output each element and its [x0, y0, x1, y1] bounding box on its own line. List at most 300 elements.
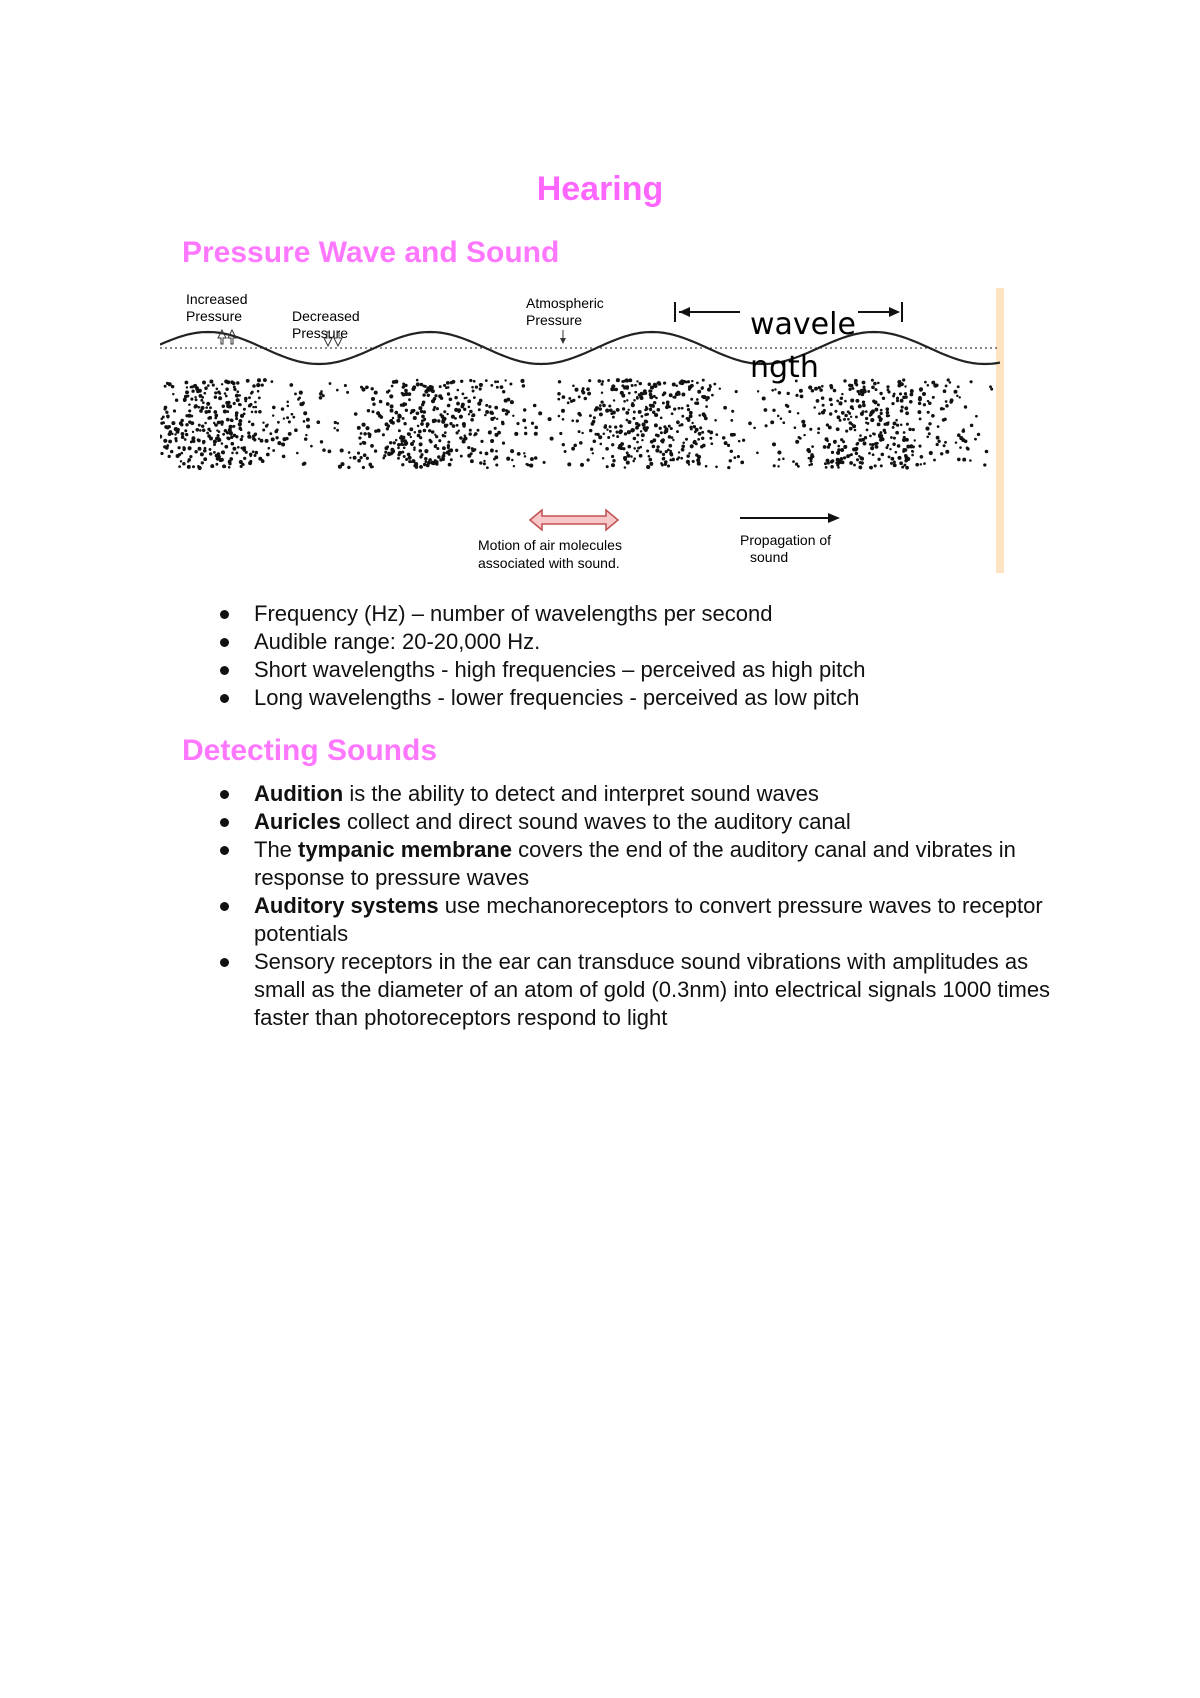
molecule-dot [653, 401, 656, 404]
molecule-dot [429, 458, 432, 461]
molecule-dot [244, 400, 247, 403]
molecule-dot [197, 406, 200, 409]
molecule-dot [224, 429, 228, 433]
molecule-dot [188, 403, 191, 406]
molecule-dot [486, 466, 489, 469]
molecule-dot [848, 388, 851, 391]
molecule-dot [822, 404, 825, 407]
molecule-dot [282, 455, 286, 459]
molecule-dot [912, 445, 915, 448]
molecule-dot [185, 381, 189, 385]
molecule-dot [859, 434, 862, 437]
molecule-dot [360, 386, 363, 389]
molecule-dot [622, 407, 625, 410]
molecule-dot [277, 441, 281, 445]
molecule-dot [398, 451, 402, 455]
molecule-dot [957, 433, 961, 437]
molecule-dot [416, 382, 420, 386]
molecule-dot [958, 396, 960, 398]
molecule-dot [947, 378, 950, 381]
molecule-dot [821, 410, 825, 414]
molecule-dot [949, 400, 952, 403]
molecule-dot [927, 411, 930, 414]
molecule-dot [288, 432, 292, 436]
molecule-dot [902, 448, 905, 451]
molecule-dot [226, 380, 230, 384]
molecule-dot [568, 397, 571, 400]
molecule-dot [612, 434, 615, 437]
molecule-dot [469, 429, 472, 432]
molecule-dot [529, 464, 533, 468]
molecule-dot [418, 430, 422, 434]
molecule-dot [850, 405, 854, 409]
molecule-dot [831, 451, 834, 454]
molecule-dot [220, 420, 224, 424]
molecule-dot [584, 397, 587, 400]
molecule-dot [447, 404, 451, 408]
molecule-dot [268, 447, 271, 450]
molecule-dot [660, 431, 663, 434]
molecule-dot [701, 395, 704, 398]
molecule-dot [756, 451, 759, 454]
molecule-dot [357, 459, 361, 463]
molecule-dot [641, 415, 644, 418]
molecule-dot [816, 399, 820, 403]
molecule-dot [160, 435, 162, 439]
molecule-dot [425, 460, 428, 463]
molecule-dot [827, 461, 830, 464]
molecule-dot [656, 445, 659, 448]
molecule-dot [272, 406, 276, 410]
molecule-dot [221, 450, 225, 454]
molecule-dot [210, 464, 214, 468]
molecule-dot [496, 418, 498, 420]
molecule-dot [398, 429, 401, 432]
molecule-dot [417, 425, 420, 428]
molecule-dot [723, 406, 727, 410]
molecule-dot [850, 416, 852, 418]
molecule-dot [882, 397, 885, 400]
molecule-dot [690, 444, 694, 448]
molecule-dot [871, 379, 874, 382]
molecule-dot [821, 385, 824, 388]
molecule-dot [853, 464, 856, 467]
molecule-dot [401, 463, 404, 466]
molecule-dot [349, 457, 351, 459]
molecule-dot [490, 439, 494, 443]
molecule-dot [818, 412, 821, 415]
molecule-dot [397, 457, 400, 460]
molecule-dot [502, 390, 505, 393]
molecule-dot [191, 436, 195, 440]
molecule-dot [243, 408, 246, 411]
molecule-dot [632, 460, 635, 463]
molecule-dot [160, 452, 163, 455]
molecule-dot [456, 402, 459, 405]
molecule-dot [419, 455, 422, 458]
molecule-dot [722, 436, 726, 440]
molecule-dot [304, 437, 308, 441]
molecule-dot [680, 423, 683, 426]
molecule-dot [384, 451, 387, 454]
molecule-dot [164, 385, 167, 388]
molecule-dot [656, 408, 660, 412]
molecule-dot [235, 417, 238, 420]
molecule-dot [404, 443, 407, 446]
molecule-dot [470, 459, 474, 463]
molecule-dot [444, 431, 447, 434]
molecule-dot [272, 438, 275, 441]
molecule-dot [906, 457, 910, 461]
molecule-dot [687, 380, 690, 383]
molecule-dot [340, 448, 344, 452]
molecule-dot [836, 427, 840, 431]
molecule-dot [626, 419, 629, 422]
molecule-dot [390, 420, 394, 424]
molecule-dot [697, 462, 701, 466]
molecule-dot [904, 392, 907, 395]
molecule-dot [863, 442, 867, 446]
molecule-dot [639, 454, 643, 458]
molecule-dot [479, 399, 483, 403]
molecule-dot [626, 461, 630, 465]
molecule-dot [640, 430, 642, 432]
molecule-dot [886, 388, 889, 391]
molecule-dot [534, 432, 538, 436]
molecule-dot [692, 460, 695, 463]
molecule-dot [621, 380, 624, 383]
molecule-dot [235, 435, 238, 438]
molecule-dot [669, 450, 672, 453]
molecule-dot [922, 392, 926, 396]
molecule-dot [195, 428, 199, 432]
molecule-dot [202, 429, 206, 433]
molecule-dot [328, 450, 332, 454]
molecule-dot [235, 411, 239, 415]
molecule-dot [204, 422, 207, 425]
molecule-dot [171, 421, 175, 425]
molecule-dot [567, 401, 570, 404]
molecule-dot [929, 451, 933, 455]
molecule-dot [272, 449, 275, 452]
molecule-dot [689, 411, 693, 415]
molecule-dot [422, 384, 425, 387]
molecule-dot [271, 380, 274, 383]
molecule-dot [272, 414, 274, 416]
list-item [208, 836, 1068, 892]
molecule-dot [883, 423, 886, 426]
molecule-dot [225, 395, 228, 398]
molecule-dot [239, 403, 242, 406]
molecule-dot [236, 381, 239, 384]
molecule-dot [238, 427, 242, 431]
list-item-text: use mechanoreceptors to convert pressure waves to receptor potentials [254, 893, 1043, 946]
molecule-dot [478, 408, 481, 411]
molecule-dot [524, 432, 527, 435]
molecule-dot [372, 410, 375, 413]
molecule-dot [830, 386, 833, 389]
molecule-dot [676, 384, 679, 387]
molecule-dot [626, 379, 629, 382]
molecule-dot [937, 440, 940, 443]
molecule-dot [966, 446, 969, 449]
molecule-dot [382, 457, 385, 460]
molecule-dot [632, 429, 635, 432]
molecule-dot [460, 380, 463, 383]
molecule-dot [522, 419, 526, 423]
list-item [208, 808, 1068, 836]
molecule-dot [449, 422, 452, 425]
molecule-dot [167, 416, 170, 419]
molecule-dot [455, 449, 458, 452]
molecule-dot [580, 463, 584, 467]
molecule-dot [862, 410, 865, 413]
molecule-dot [794, 426, 797, 429]
molecule-dot [228, 460, 232, 464]
molecule-dot [422, 400, 426, 404]
molecule-dot [265, 424, 268, 427]
molecule-dot [255, 451, 259, 455]
molecule-dot [695, 453, 698, 456]
molecule-dot [403, 439, 407, 443]
molecule-dot [862, 390, 866, 394]
molecule-dot [257, 378, 261, 382]
molecule-dot [433, 406, 436, 409]
molecule-dot [906, 423, 909, 426]
molecule-dot [396, 419, 400, 423]
molecule-dot [288, 420, 291, 423]
molecule-dot [610, 412, 613, 415]
molecule-dot [359, 456, 362, 459]
molecule-dot [420, 410, 423, 413]
molecule-dot [448, 463, 452, 467]
section-heading-pressure-wave: Pressure Wave and Sound [182, 236, 560, 269]
molecule-dot [850, 398, 854, 402]
molecule-dot [176, 454, 180, 458]
molecule-dot [870, 446, 874, 450]
molecule-dot [612, 416, 615, 419]
molecule-dot [633, 411, 636, 414]
molecule-dot [945, 384, 948, 387]
molecule-dot [709, 437, 712, 440]
molecule-dot [437, 419, 440, 422]
molecule-dot [808, 385, 812, 389]
molecule-dot [428, 429, 431, 432]
molecule-dot [633, 437, 637, 441]
molecule-dot [378, 414, 382, 418]
molecule-dot [561, 409, 565, 413]
molecule-dot [209, 448, 212, 451]
molecule-dot [862, 404, 866, 408]
molecule-dot [945, 400, 948, 403]
molecule-dot [792, 460, 795, 463]
molecule-dot [837, 415, 841, 419]
molecule-dot [463, 408, 466, 411]
molecule-dot [893, 393, 896, 396]
molecule-dot [865, 410, 868, 413]
molecule-dot [624, 385, 628, 389]
molecule-dot [874, 464, 877, 467]
molecule-dot [372, 402, 375, 405]
molecule-dot [249, 436, 252, 439]
molecule-dot [236, 398, 240, 402]
molecule-dot [165, 411, 168, 414]
molecule-dot [443, 384, 446, 387]
molecule-dot [374, 391, 378, 395]
molecule-dot [209, 406, 212, 409]
molecule-dot [413, 449, 416, 452]
molecule-dot [225, 388, 228, 391]
molecule-dot [479, 451, 482, 454]
molecule-dot [936, 443, 939, 446]
molecule-dot [840, 448, 844, 452]
molecule-dot [397, 447, 400, 450]
molecule-dot [910, 389, 914, 393]
molecule-dot [715, 465, 718, 468]
molecule-dot [571, 447, 575, 451]
molecule-dot [564, 450, 567, 453]
molecule-dot [644, 409, 647, 412]
molecule-dot [180, 419, 183, 422]
molecule-dot [357, 426, 361, 430]
molecule-dot [501, 422, 504, 425]
molecule-dot [502, 408, 506, 412]
molecule-dot [943, 444, 946, 447]
molecule-dot [659, 451, 662, 454]
label-propagation-2: sound [750, 549, 789, 565]
molecule-dot [873, 382, 877, 386]
list-item [208, 948, 1068, 1032]
molecule-dot [753, 427, 756, 430]
molecule-dot [660, 416, 663, 419]
molecule-dot [303, 420, 306, 423]
molecule-dot [691, 380, 693, 382]
molecule-dot [608, 404, 611, 407]
molecule-dot [940, 452, 943, 455]
molecule-dot [371, 397, 375, 401]
molecule-dot [491, 412, 494, 415]
molecule-dot [699, 426, 702, 429]
molecule-dot [287, 405, 290, 408]
molecule-dot [204, 386, 208, 390]
molecule-dot [903, 436, 906, 439]
molecule-dot [813, 406, 816, 409]
molecule-dot [460, 405, 464, 409]
molecule-dot [957, 458, 961, 462]
molecule-dot [955, 441, 958, 444]
molecule-dot [200, 399, 203, 402]
molecule-dot [742, 439, 745, 442]
molecule-dot [582, 387, 585, 390]
molecule-dot [405, 409, 408, 412]
molecule-dot [597, 407, 599, 409]
molecule-dot [601, 383, 604, 386]
molecule-dot [662, 393, 665, 396]
molecule-dot [473, 434, 475, 436]
molecule-dot [636, 380, 638, 382]
molecule-dot [467, 399, 471, 403]
molecule-dot [513, 465, 515, 467]
molecule-dot [869, 443, 872, 446]
molecule-dot [636, 450, 639, 453]
molecule-dot [737, 455, 740, 458]
molecule-dot [470, 418, 474, 422]
molecule-dot [623, 400, 626, 403]
molecule-dot [358, 436, 361, 439]
molecule-dot [382, 433, 385, 436]
section-heading-detecting-sounds: Detecting Sounds [182, 734, 438, 767]
molecule-dot [241, 435, 244, 438]
molecule-dot [836, 451, 840, 455]
molecule-dot [663, 382, 666, 385]
molecule-dot [799, 389, 803, 393]
molecule-dot [730, 450, 733, 453]
molecule-dot [849, 427, 853, 431]
molecule-dot [927, 400, 929, 402]
molecule-dot [494, 406, 498, 410]
molecule-dot [854, 447, 858, 451]
molecule-dot [696, 398, 699, 401]
molecule-dot [302, 462, 306, 466]
molecule-dot [275, 436, 278, 439]
molecule-dot [174, 437, 177, 440]
molecule-dot [855, 452, 858, 455]
molecule-dot [842, 440, 845, 443]
molecule-dot [409, 427, 413, 431]
molecule-dot [494, 427, 497, 430]
molecule-dot [844, 400, 847, 403]
molecule-dot [435, 444, 438, 447]
molecule-dot [668, 435, 672, 439]
molecule-dot [558, 380, 561, 383]
molecule-dot [236, 390, 239, 393]
molecule-dot [531, 422, 534, 425]
molecule-dot [353, 456, 357, 460]
molecule-dot [162, 416, 165, 419]
molecule-dot [811, 389, 814, 392]
molecule-dot [709, 384, 712, 387]
molecule-dot [192, 431, 194, 433]
label-increased-1: Increased [186, 291, 248, 307]
molecule-dot [242, 448, 246, 452]
molecule-dot [393, 441, 396, 444]
molecule-dot [456, 389, 459, 392]
molecule-dot [235, 394, 239, 398]
molecule-dot [198, 394, 202, 398]
molecule-dot [811, 445, 814, 448]
molecule-dot [714, 419, 717, 422]
molecule-dot [490, 384, 493, 387]
molecule-dot [442, 418, 445, 421]
molecule-dot [869, 466, 872, 469]
molecule-dot [195, 398, 198, 401]
molecule-dot [269, 432, 272, 435]
molecule-dot [496, 386, 499, 389]
molecule-dot [880, 464, 883, 467]
molecule-dot [905, 466, 909, 470]
molecule-dot [303, 411, 307, 415]
molecule-dot [479, 383, 483, 387]
molecule-dot [607, 379, 610, 382]
molecule-dot [837, 466, 840, 469]
molecule-dot [639, 382, 642, 385]
molecule-dot [242, 463, 244, 465]
molecule-dot [600, 400, 603, 403]
molecule-dot [523, 408, 526, 411]
list-item: Long wavelengths - lower frequencies - perceived as low pitch [208, 684, 1068, 712]
molecule-dot [586, 458, 589, 461]
molecule-dot [856, 458, 859, 461]
